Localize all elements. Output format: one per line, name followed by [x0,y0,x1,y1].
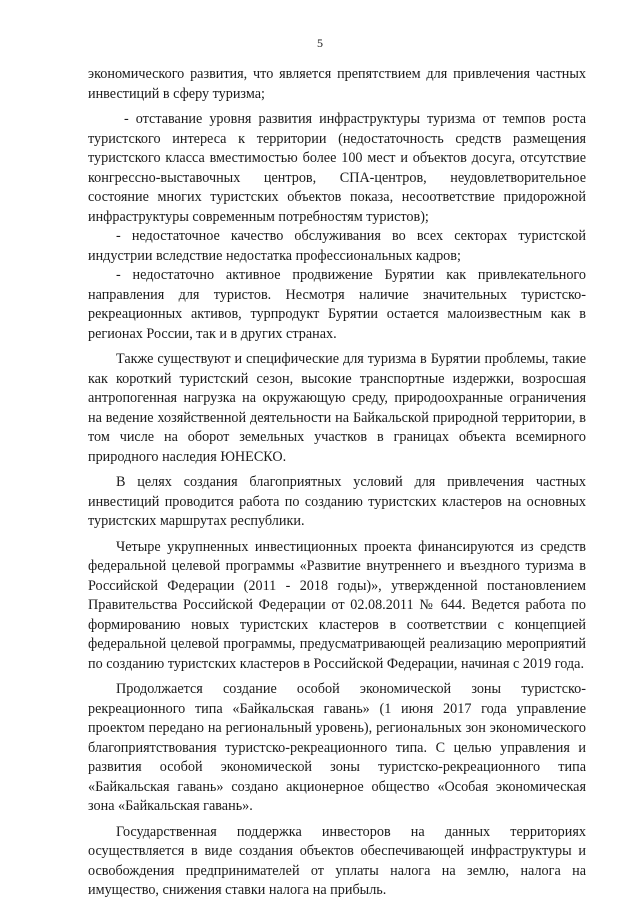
bullet-service-quality: - недостаточное качество обслуживания во всех секторах туристской индустрии вследствие недостатка профессиональных кадров; [88,228,586,264]
page-body [88,65,586,907]
bullet-promotion: - недостаточно активное продвижение Бурятии как привлекательного направления для туристов. Несмотря наличие значительных туристско-рекреационных активов, турпродукт Бурятии остается малоизвестным как в регионах России, так и в других странах. [88,267,586,342]
paragraph-investment-projects: Четыре укрупненных инвестиционных проекта финансируются из средств федеральной целевой программы «Развитие внутреннего и въездного туризма в Российской Федерации (2011 - 2018 годы)», утвержденной постановлением Правительства Российской Федерации от 02.08.2011 № 644. Ведется работа по формированию новых туристских кластеров в соответствии с концепцией федеральной целевой программы, предусматривающей реализацию мероприятий по созданию туристских кластеров в Российской Федерации, начиная с 2019 года. [88,538,586,672]
paragraph-specific-problems: Также существуют и специфические для туризма в Бурятии проблемы, такие как короткий туристский сезон, высокие транспортные издержки, возросшая антропогенная нагрузка на окружающую среду, природоохранные ограничения на ведение хозяйственной деятельности на Байкальской природной территории, в том числе на оборот земельных участков в границах объекта всемирного природного наследия ЮНЕСКО. [88,351,586,465]
paragraph-state-support: Государственная поддержка инвесторов на данных территориях осуществляется в виде создания объектов обеспечивающей инфраструктуры и освобождения предпринимателей от уплаты налога на землю, налога на имущество, снижения ставки налога на прибыль. [88,823,586,898]
paragraph-continuation: экономического развития, что является препятствием для привлечения частных инвестиций в сферу туризма; [88,66,586,102]
bullet-infrastructure: - отставание уровня развития инфраструктуры туризма от темпов роста туристского интереса к территории (недостаточность средств размещения туристского класса вместимостью более 100 мест и объектов досуга, отсутствие конгрессно-выставочных центров, СПА-центров, неудовлетворительное состояние многих туристских объектов показа, несоответствие придорожной инфраструктуры современным потребностям туристов); [88,111,586,225]
page-number: 5 [317,36,323,50]
paragraph-tourist-clusters: В целях создания благоприятных условий для привлечения частных инвестиций проводится работа по созданию туристских кластеров на основных туристских маршрутах республики. [88,474,586,529]
paragraph-special-economic-zone: Продолжается создание особой экономической зоны туристско-рекреационного типа «Байкальская гавань» (1 июня 2017 года управление проектом передано на региональный уровень), региональных зон экономического благоприятствования туристско-рекреационного типа. С целью управления и развития особой экономической зоны туристско-рекреационного типа «Байкальская гавань» создано акционерное общество «Особая экономическая зона «Байкальская гавань». [88,681,586,814]
